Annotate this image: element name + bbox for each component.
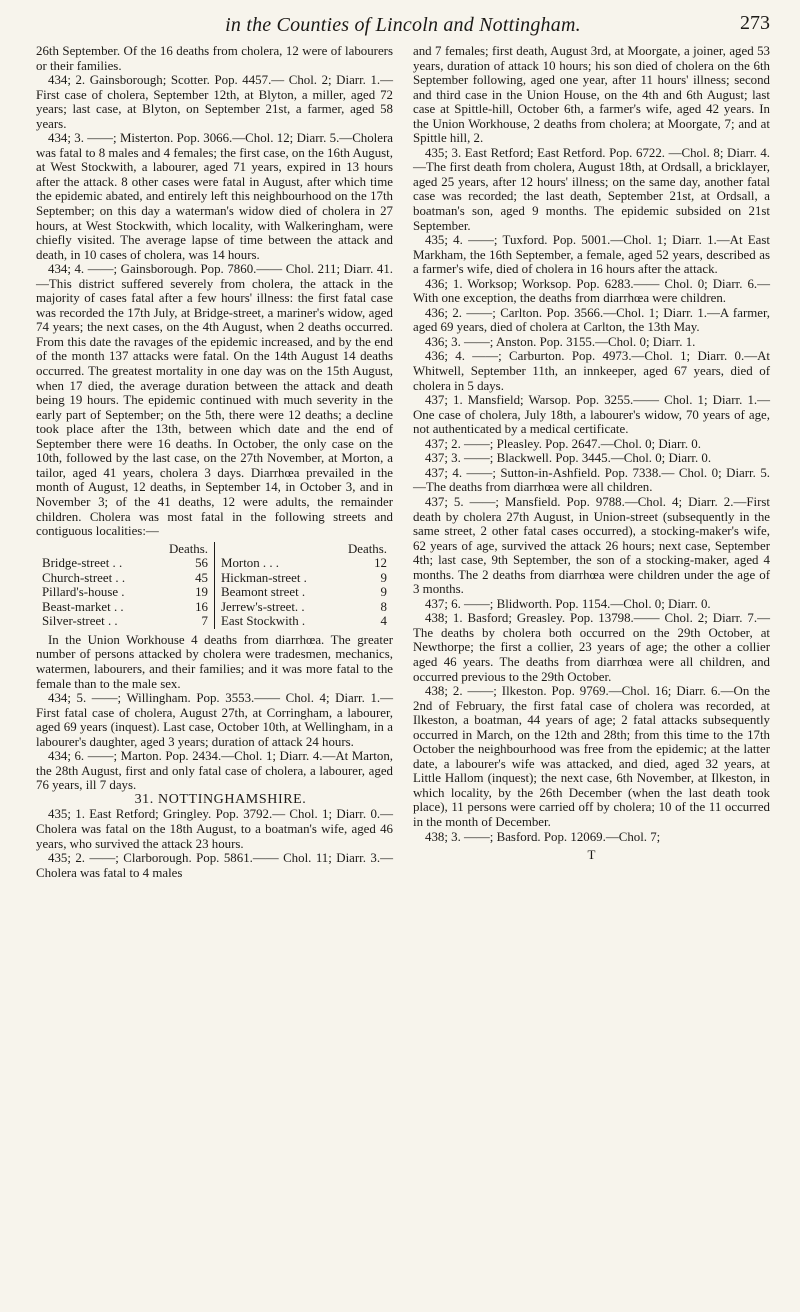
table-row: Church-street . . 45	[42, 570, 208, 585]
table-row: Pillard's-house . 19	[42, 585, 208, 600]
paragraph: 435; 1. East Retford; Gringley. Pop. 3792.— Chol. 1; Diarr. 0.—Cholera was fatal on the 18th August, to a boatman's wife, aged 46 years, who survived the attack 23 hours.	[36, 807, 393, 851]
paragraph: In the Union Workhouse 4 deaths from diarrhœa. The greater number of persons attacked by cholera were tradesmen, mechanics, watermen, labourers, and their families; and it was more fatal to the female than to the male sex.	[36, 632, 393, 691]
right-column	[413, 44, 770, 880]
paragraph: 437; 1. Mansfield; Warsop. Pop. 3255.—— Chol. 1; Diarr. 1.—One case of cholera, July 18th, a labourer's widow, 70 years of age, not authenticated by a medical certificate.	[413, 393, 770, 437]
paragraph: 434; 2. Gainsborough; Scotter. Pop. 4457.— Chol. 2; Diarr. 1.—First case of cholera, September 12th, at Blyton, a miller, aged 72 years; last case, at Blyton, on September 21st, a farmer, aged 58 years.	[36, 73, 393, 131]
paragraph: 437; 5. ——; Mansfield. Pop. 9788.—Chol. 4; Diarr. 2.—First death by cholera 27th August, in Union-street (subsequently in the same street, 2 other fatal cases occurred), a stocking-maker's wife, 62 years of age, survived the attack 26 hours; next case, September 4th; last case, 9th September, the son of a stocking-maker, aged 4 months. The 2 deaths from diarrhœa were children under the age of 3 months.	[413, 494, 770, 597]
paragraph: 436; 1. Worksop; Worksop. Pop. 6283.—— Chol. 0; Diarr. 6.—With one exception, the deaths from diarrhœa were children.	[413, 276, 770, 306]
page-number: 273	[740, 12, 770, 34]
paragraph: 438; 1. Basford; Greasley. Pop. 13798.—— Chol. 2; Diarr. 7.—The deaths by cholera both occurred on the 29th October, at Newthorpe; the first a collier, 23 years of age; the other a collier aged 46 years. The deaths from diarrhœa were all children, and occurred previous to the 29th October.	[413, 611, 770, 684]
paragraph: 437; 6. ——; Blidworth. Pop. 1154.—Chol. 0; Diarr. 0.	[425, 596, 711, 611]
table-row: Hickman-street . 9	[221, 570, 387, 585]
table-row: East Stockwith . 4	[221, 614, 387, 629]
left-column	[36, 44, 393, 880]
table-row: Morton . . . 12	[221, 556, 387, 571]
paragraph: 437; 2. ——; Pleasley. Pop. 2647.—Chol. 0; Diarr. 0.	[425, 436, 701, 451]
paragraph: 438; 2. ——; Ilkeston. Pop. 9769.—Chol. 16; Diarr. 6.—On the 2nd of February, the first fatal case of cholera was recorded, at Ilkeston, a boatman, 44 years of age; 2 fatal attacks subsequently occurred in March, on the 12th and 28th; from this time to the 17th October the neighbourhood was free from the epidemic; at the latter date, a labourer's wife was attacked, and died, aged 32 years, at Little Hallom (inquest); the next case, 6th November, at Ilkeston, in which locality, by the 26th December (when the last death took place), 11 persons were carried off by cholera; 10 of the 11 occurred in the month of December.	[413, 684, 770, 829]
deaths-table-left	[36, 542, 214, 629]
running-title: in the Counties of Lincoln and Nottingham.	[225, 14, 581, 36]
table-row: Silver-street . . 7	[42, 614, 208, 629]
paragraph: 435; 2. ——; Clarborough. Pop. 5861.—— Chol. 11; Diarr. 3.—Cholera was fatal to 4 males	[36, 851, 393, 880]
paragraph: 434; 4. ——; Gainsborough. Pop. 7860.—— Chol. 211; Diarr. 41.—This district suffered severely from cholera, the attack in the majority of cases fatal after a few hours' illness: the first fatal case was recorded the 17th July, at Bridge-street, a mariner's widow, aged 74 years; the next cases, on the 4th August, when 2 deaths occurred. From this date the ravages of the epidemic increased, and by the end of the month 137 attacks were fatal. On the 14th August 14 deaths occurred. The greatest mortality in one day was on the 15th August, when 17 died, the average duration between the attack and death being 19 hours. The epidemic continued with much severity in the early part of September; on the 5th, there were 12 deaths; a decline took place after the 13th, between which date and the end of September there were 16 deaths. In October, the only case on the 10th, followed by the last case, on the 27th November, at Morton, a tailor, aged 41 years, cholera 3 days. Diarrhœa prevailed in the month of August, 12 deaths, in September 14, in October 3, and in November 3; of the 41 deaths, 12 were adults, the remainder children. Cholera was most fatal in the following streets and contiguous localities:—	[36, 262, 393, 539]
paragraph: 436; 2. ——; Carlton. Pop. 3566.—Chol. 1; Diarr. 1.—A farmer, aged 69 years, died of cholera at Carlton, the 13th May.	[413, 305, 770, 335]
deaths-header: Deaths.	[168, 541, 208, 556]
paragraph: 437; 3. ——; Blackwell. Pop. 3445.—Chol. 0; Diarr. 0.	[425, 451, 712, 466]
paragraph: 434; 5. ——; Willingham. Pop. 3553.—— Chol. 4; Diarr. 1.—First fatal case of cholera, August 27th, at Corringham, a labourer, aged 69 years (inquest). Last case, October 10th, at Wellingham, in a labourer's daughter, aged 3 years; duration of attack 24 hours.	[36, 691, 393, 749]
page-header	[36, 0, 770, 44]
table-row: Jerrew's-street. . 8	[221, 599, 387, 614]
paragraph: 434; 3. ——; Misterton. Pop. 3066.—Chol. 12; Diarr. 5.—Cholera was fatal to 8 males and 4 females; the first case, on the 16th August, at West Stockwith, a labourer, aged 71 years, expired in 13 hours after the attack. 8 other cases were fatal in August, after which time the epidemic abated, and entirely left this neighbourhood on the 17th September; on this day a waterman's widow died of cholera in 27 hours, at West Stockwith, which locality, with Walkeringham, were chiefly visited. The average lapse of time between the attack and death, in 10 cases of cholera, was 14 hours.	[36, 131, 393, 262]
signature-mark: T	[587, 847, 596, 863]
paragraph: and 7 females; first death, August 3rd, at Moorgate, a joiner, aged 53 years, duration of attack 10 hours; his son died of cholera on the 6th September following, aged one year, after 11 hours' illness; second and third case in the Union House, on the 4th and 6th August; last case at Spittle-hill, October 6th, a farmer's wife, aged 42 years. In the Union Workhouse, 2 deaths from cholera; at Moorgate, 7; and at Spittle hill, 2.	[413, 44, 770, 146]
paragraph: 436; 3. ——; Anston. Pop. 3155.—Chol. 0; Diarr. 1.	[425, 334, 696, 349]
deaths-table	[36, 542, 393, 629]
paragraph: 436; 4. ——; Carburton. Pop. 4973.—Chol. 1; Diarr. 0.—At Whitwell, September 11th, an innkeeper, aged 67 years, died of cholera in 5 days.	[413, 349, 770, 393]
table-row: Beast-market . . 16	[42, 599, 208, 614]
paragraph: 26th September. Of the 16 deaths from cholera, 12 were of labourers or their families.	[36, 44, 393, 73]
paragraph: 434; 6. ——; Marton. Pop. 2434.—Chol. 1; Diarr. 4.—At Marton, the 28th August, first and only fatal case of cholera, a labourer, aged 76 years, ill 7 days.	[36, 749, 393, 793]
paragraph: 435; 3. East Retford; East Retford. Pop. 6722. —Chol. 8; Diarr. 4.—The first death from cholera, August 18th, at Ordsall, a bricklayer, aged 25 years, after 12 hours' illness; on the same day, another fatal case was recorded; the last death, September 21st, at Ordsall, a boatman's son, aged 9 months. The epidemic subsided on 21st September.	[413, 145, 770, 233]
text-columns	[36, 44, 770, 880]
deaths-table-right	[214, 542, 393, 629]
paragraph: 438; 3. ——; Basford. Pop. 12069.—Chol. 7;	[425, 829, 661, 844]
table-row: Bridge-street . . 56	[42, 556, 208, 571]
table-row: Beamont street . 9	[221, 585, 387, 600]
paragraph: 435; 4. ——; Tuxford. Pop. 5001.—Chol. 1; Diarr. 1.—At East Markham, the 16th September, a female, aged 52 years, described as a farmer's wife, died of cholera in 16 hours after the attack.	[413, 233, 770, 277]
paragraph: 437; 4. ——; Sutton-in-Ashfield. Pop. 7338.— Chol. 0; Diarr. 5.—The deaths from diarrhœa were all children.	[413, 465, 770, 495]
section-heading: 31. NOTTINGHAMSHIRE.	[134, 791, 307, 807]
deaths-header: Deaths.	[347, 541, 387, 556]
